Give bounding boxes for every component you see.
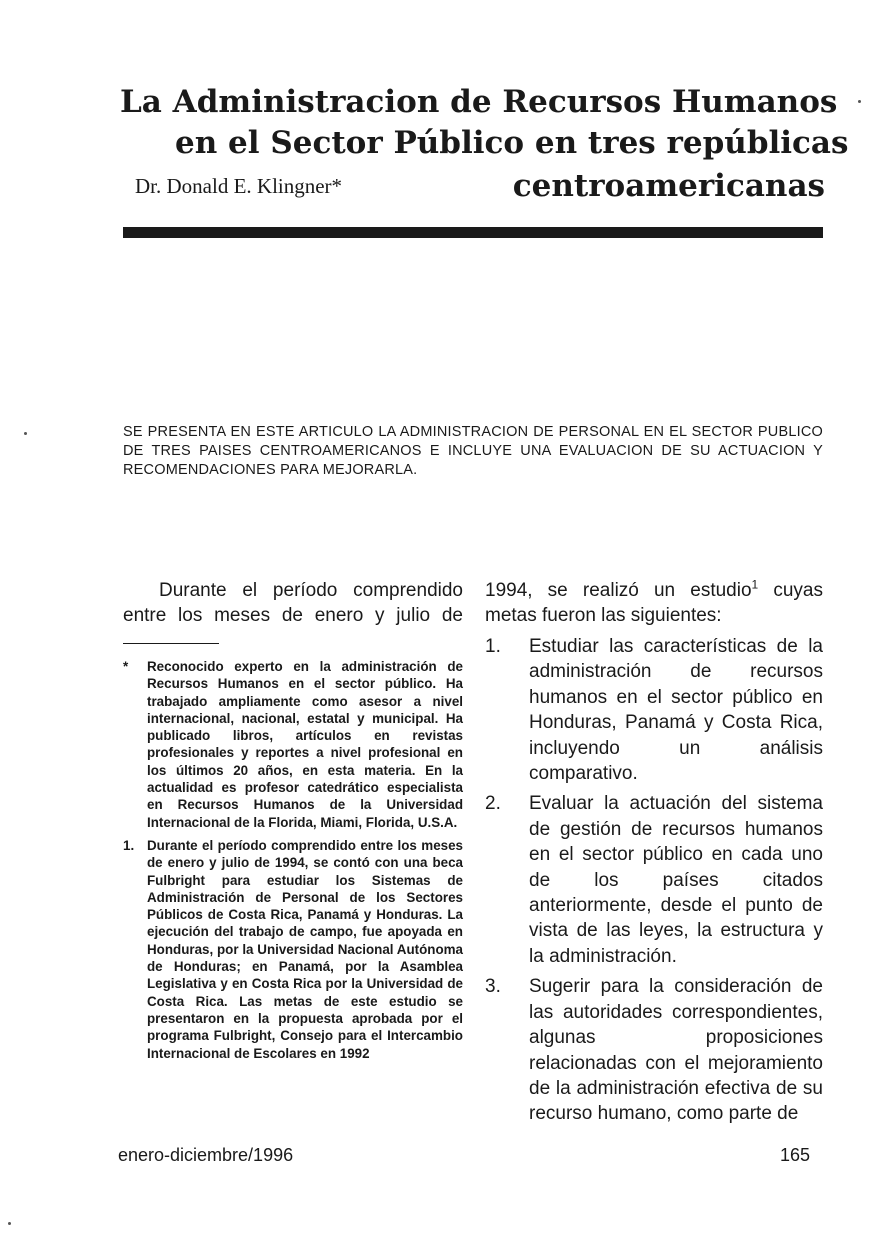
author-name: Dr. Donald E. Klingner* — [135, 174, 343, 198]
footer-issue: enero-diciembre/1996 — [118, 1145, 294, 1165]
scan-speck — [858, 100, 861, 103]
footnote-author — [123, 658, 463, 831]
left-column — [123, 578, 463, 1068]
title-line-3: centroamericanas — [512, 168, 825, 204]
list-text: Sugerir para la consideración de las autoridades correspondientes, algunas proposiciones relacionadas con el mejoramiento de la administración efectiva de su recurso humano, como parte de — [529, 976, 823, 1125]
page-number: 165 — [780, 1145, 811, 1165]
article-title — [120, 82, 849, 164]
title-line-1: La Administracion de Recursos Humanos — [120, 84, 838, 120]
body-paragraph-start: Durante el período comprendido entre los meses de enero y julio de — [123, 580, 463, 626]
footnote-rule — [123, 643, 219, 644]
list-item — [485, 974, 823, 1126]
footnote-reference: 1 — [751, 577, 759, 592]
footnotes — [123, 658, 463, 1062]
footnote-1 — [123, 837, 463, 1062]
list-text: Evaluar la actuación del sistema de gestión de recursos humanos en el sector público en cada uno de los países citados anteriormente, desde el punto de vista de las leyes, la estructura y la administración. — [529, 793, 823, 967]
list-item — [485, 634, 823, 786]
list-text: Estudiar las características de la administración de recursos humanos en el sector público en Honduras, Panamá y Costa Rica, incluyendo un análisis comparativo. — [529, 636, 823, 785]
abstract: SE PRESENTA EN ESTE ARTICULO LA ADMINISTRACION DE PERSONAL EN EL SECTOR PUBLICO DE TRES PAISES CENTROAMERICANOS E INCLUYE UNA EVALUACION DE SU ACTUACION Y RECOMENDACIONES PARA MEJORARLA. — [123, 424, 823, 478]
title-subrow — [135, 166, 825, 210]
title-line-2: en el Sector Público en tres repúblicas — [175, 125, 849, 161]
scan-speck — [24, 432, 27, 435]
list-number: 2. — [485, 793, 501, 815]
paragraph-text: 1994, se realizó un estudio — [485, 580, 752, 601]
footnote-mark: * — [123, 659, 129, 674]
footnote-text: Reconocido experto en la administración de Recursos Humanos en el sector público. Ha trabajado ampliamente como asesor a nivel internacional, nacional, estatal y municipal. Ha publicado libros, artículos en revistas profesionales y reportes a nivel profesional en los últimos 20 años, en esta materia. En la actualidad es profesor catedrático especialista en Recursos Humanos de la Universidad Internacional de la Florida, Miami, Florida, U.S.A. — [147, 659, 463, 830]
title-rule — [123, 227, 823, 238]
right-column — [485, 578, 823, 1132]
footnote-mark: 1. — [123, 837, 135, 853]
list-item — [485, 791, 823, 969]
scan-speck — [8, 1222, 11, 1225]
list-number: 3. — [485, 976, 501, 998]
body-paragraph-continued — [485, 578, 823, 628]
paragraph-text: cuyas metas fueron las siguientes: — [485, 580, 823, 626]
goals-list — [485, 634, 823, 1127]
list-number: 1. — [485, 636, 501, 657]
footnote-text: Durante el período comprendido entre los meses de enero y julio de 1994, se contó con una beca Fulbright para estudiar los Sistemas de Administración de Personal de los Sectores Públicos de Costa Rica, Panamá y Honduras. La ejecución del trabajo de campo, fue apoyada en Honduras, por la Universidad Nacional Autónoma de Honduras; en Panamá, por la Asamblea Legislativa y en Costa Rica por la Universidad de Costa Rica. Las metas de este estudio se presentaron en la propuesta aprobada por el programa Fulbright, Consejo para el Intercambio Internacional de Escolares en 1992 — [147, 837, 463, 1061]
